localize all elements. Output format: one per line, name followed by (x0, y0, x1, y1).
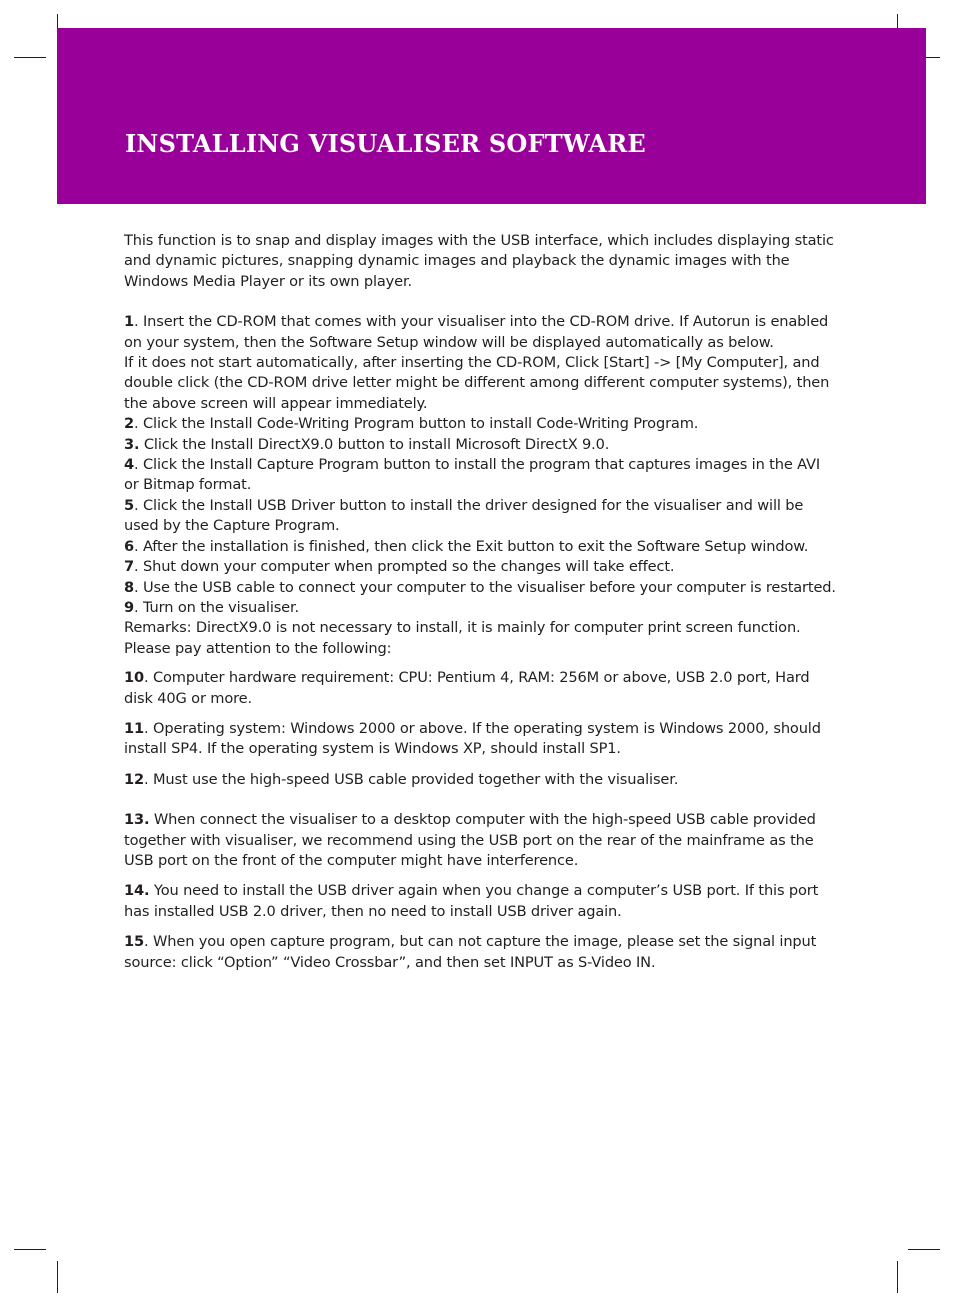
step-3 (124, 435, 836, 455)
step-number: 1 (124, 313, 135, 331)
crop-mark (14, 1249, 46, 1250)
note-10 (124, 668, 836, 709)
step-number: 8 (124, 578, 135, 596)
step-number: 7 (124, 558, 135, 576)
note-number: 13. (124, 811, 150, 829)
remarks (124, 618, 836, 638)
page-title: INSTALLING VISUALISER SOFTWARE (125, 129, 646, 158)
step-9 (124, 598, 836, 618)
install-steps (124, 312, 836, 659)
crop-mark (908, 1249, 940, 1250)
step-6 (124, 537, 836, 557)
note-number: 12 (124, 770, 145, 788)
step-number: 2 (124, 415, 135, 433)
note-number: 15 (124, 933, 145, 951)
note-11 (124, 719, 836, 760)
step-4 (124, 455, 836, 496)
note-text: . Operating system: Windows 2000 or above. If the operating system is Windows 2000, should install SP4. If the operating system is Windows XP, should install SP1. (124, 719, 821, 758)
note-14 (124, 881, 836, 922)
step-text: . Use the USB cable to connect your computer to the visualiser before your computer is restarted. (134, 578, 836, 596)
note-number: 10 (124, 669, 145, 687)
step-text: Click the Install DirectX9.0 button to install Microsoft DirectX 9.0. (139, 435, 610, 453)
step-8 (124, 578, 836, 598)
step-number: 9 (124, 598, 135, 616)
step-text: . Click the Install Code-Writing Program button to install Code-Writing Program. (134, 415, 699, 433)
step-text: . After the installation is finished, then click the Exit button to exit the Software Setup window. (134, 537, 809, 555)
step-number: 5 (124, 496, 135, 514)
title-banner (57, 28, 926, 204)
step-text: If it does not start automatically, after inserting the CD-ROM, Click [Start] -> [My Computer], and double click (the CD-ROM drive letter might be different among different computer systems), then the above screen will appear immediately. (124, 354, 830, 412)
note-text: When connect the visualiser to a desktop computer with the high-speed USB cable provided together with visualiser, we recommend using the USB port on the rear of the mainframe as the USB port on the front of the computer might have interference. (124, 811, 816, 869)
attention-note (124, 639, 836, 659)
step-text: . Turn on the visualiser. (134, 598, 300, 616)
step-text: Please pay attention to the following: (124, 639, 392, 657)
crop-mark (897, 1261, 898, 1293)
step-2 (124, 414, 836, 434)
step-text: Remarks: DirectX9.0 is not necessary to install, it is mainly for computer print screen function. (124, 619, 801, 637)
note-12 (124, 770, 836, 790)
note-number: 14. (124, 882, 150, 900)
crop-mark (57, 1261, 58, 1293)
note-13 (124, 810, 836, 871)
crop-mark (14, 57, 46, 58)
step-5 (124, 496, 836, 537)
step-number: 3. (124, 435, 140, 453)
intro-paragraph: This function is to snap and display images with the USB interface, which includes displaying static and dynamic pictures, snapping dynamic images and playback the dynamic images with the Windows Media Player or its own player. (124, 232, 834, 290)
step-text: . Shut down your computer when prompted so the changes will take effect. (134, 558, 675, 576)
note-number: 11 (124, 719, 145, 737)
document-body (124, 231, 836, 973)
step-1-note (124, 353, 836, 414)
note-text: You need to install the USB driver again when you change a computer’s USB port. If this port has installed USB 2.0 driver, then no need to install USB driver again. (124, 882, 819, 920)
step-text: . Click the Install Capture Program button to install the program that captures images in the AVI or Bitmap format. (124, 456, 821, 494)
step-text: . Click the Install USB Driver button to install the driver designed for the visualiser and will be used by the Capture Program. (124, 496, 804, 535)
requirements-notes (124, 668, 836, 973)
step-7 (124, 557, 836, 577)
step-number: 6 (124, 537, 135, 555)
step-1 (124, 312, 836, 353)
step-text: . Insert the CD-ROM that comes with your visualiser into the CD-ROM drive. If Autorun is enabled on your system, then the Software Setup window will be displayed automatically as below. (124, 313, 829, 351)
note-text: . Must use the high-speed USB cable provided together with the visualiser. (144, 770, 679, 788)
note-text: . Computer hardware requirement: CPU: Pentium 4, RAM: 256M or above, USB 2.0 port, Hard disk 40G or more. (124, 669, 810, 707)
note-15 (124, 932, 836, 973)
step-number: 4 (124, 456, 135, 474)
note-text: . When you open capture program, but can not capture the image, please set the signal input source: click “Option” “Video Crossbar”, and then set INPUT as S-Video IN. (124, 933, 817, 971)
